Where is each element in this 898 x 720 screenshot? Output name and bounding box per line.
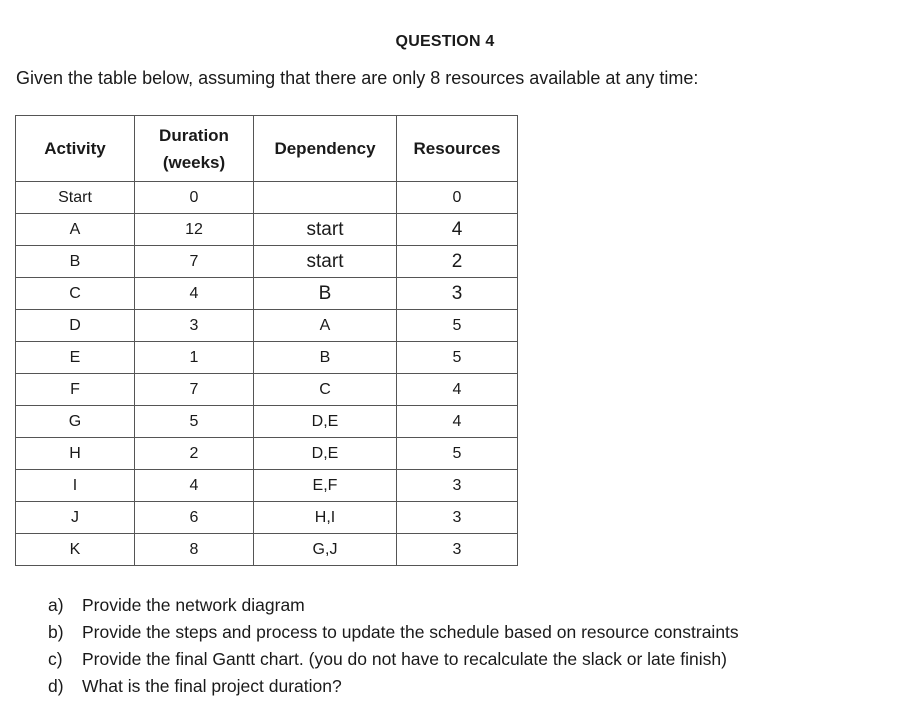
question-item (48, 646, 739, 673)
cell-resources: 4 (397, 406, 518, 438)
question-title (0, 33, 898, 51)
cell-dependency: D,E (254, 406, 397, 438)
question-title-text: QUESTION 4 (395, 33, 495, 50)
cell-resources: 2 (397, 246, 518, 278)
cell-resources: 3 (397, 278, 518, 310)
cell-duration: 3 (135, 310, 254, 342)
question-item (48, 592, 739, 619)
table-row (16, 470, 518, 502)
table-row (16, 502, 518, 534)
question-label: d) (48, 676, 64, 696)
cell-dependency: start (254, 214, 397, 246)
header-duration-line1: Duration (159, 125, 229, 145)
cell-resources: 5 (397, 438, 518, 470)
question-label: b) (48, 622, 64, 642)
cell-activity: F (16, 374, 135, 406)
header-resources: Resources (397, 116, 518, 182)
cell-dependency: E,F (254, 470, 397, 502)
cell-duration: 4 (135, 278, 254, 310)
cell-dependency: B (254, 342, 397, 374)
cell-dependency: H,I (254, 502, 397, 534)
cell-duration: 4 (135, 470, 254, 502)
cell-dependency (254, 182, 397, 214)
table-row (16, 278, 518, 310)
cell-resources: 3 (397, 470, 518, 502)
cell-activity: B (16, 246, 135, 278)
cell-resources: 3 (397, 534, 518, 566)
cell-dependency: B (254, 278, 397, 310)
activity-table (15, 115, 518, 566)
cell-resources: 4 (397, 214, 518, 246)
table-header-row (16, 116, 518, 182)
cell-duration: 1 (135, 342, 254, 374)
cell-activity: D (16, 310, 135, 342)
table-row (16, 214, 518, 246)
cell-activity: H (16, 438, 135, 470)
cell-duration: 8 (135, 534, 254, 566)
cell-duration: 7 (135, 374, 254, 406)
cell-resources: 4 (397, 374, 518, 406)
cell-activity: J (16, 502, 135, 534)
cell-duration: 0 (135, 182, 254, 214)
table-row (16, 310, 518, 342)
cell-duration: 7 (135, 246, 254, 278)
cell-dependency: start (254, 246, 397, 278)
table-row (16, 406, 518, 438)
question-item (48, 619, 739, 646)
cell-activity: Start (16, 182, 135, 214)
question-text: Provide the steps and process to update the schedule based on resource constraints (82, 622, 739, 642)
cell-dependency: D,E (254, 438, 397, 470)
cell-duration: 2 (135, 438, 254, 470)
cell-activity: A (16, 214, 135, 246)
header-dependency: Dependency (254, 116, 397, 182)
header-activity: Activity (16, 116, 135, 182)
question-text: Provide the network diagram (82, 595, 305, 615)
cell-resources: 3 (397, 502, 518, 534)
cell-activity: E (16, 342, 135, 374)
cell-activity: K (16, 534, 135, 566)
table-row (16, 182, 518, 214)
cell-activity: G (16, 406, 135, 438)
question-list (48, 592, 739, 700)
cell-duration: 5 (135, 406, 254, 438)
cell-resources: 5 (397, 342, 518, 374)
table-row (16, 438, 518, 470)
header-duration (135, 116, 254, 182)
question-text: What is the final project duration? (82, 676, 342, 696)
cell-dependency: C (254, 374, 397, 406)
table-row (16, 534, 518, 566)
table-row (16, 374, 518, 406)
cell-resources: 5 (397, 310, 518, 342)
intro-text: Given the table below, assuming that there are only 8 resources available at any time: (16, 68, 699, 88)
cell-duration: 12 (135, 214, 254, 246)
table-row (16, 246, 518, 278)
cell-dependency: G,J (254, 534, 397, 566)
question-text: Provide the final Gantt chart. (you do not have to recalculate the slack or late finish) (82, 649, 727, 669)
table-row (16, 342, 518, 374)
question-label: c) (48, 649, 63, 669)
cell-activity: C (16, 278, 135, 310)
header-duration-line2: (weeks) (162, 152, 226, 172)
cell-dependency: A (254, 310, 397, 342)
cell-activity: I (16, 470, 135, 502)
cell-duration: 6 (135, 502, 254, 534)
question-label: a) (48, 595, 64, 615)
question-item (48, 673, 739, 700)
cell-resources: 0 (397, 182, 518, 214)
